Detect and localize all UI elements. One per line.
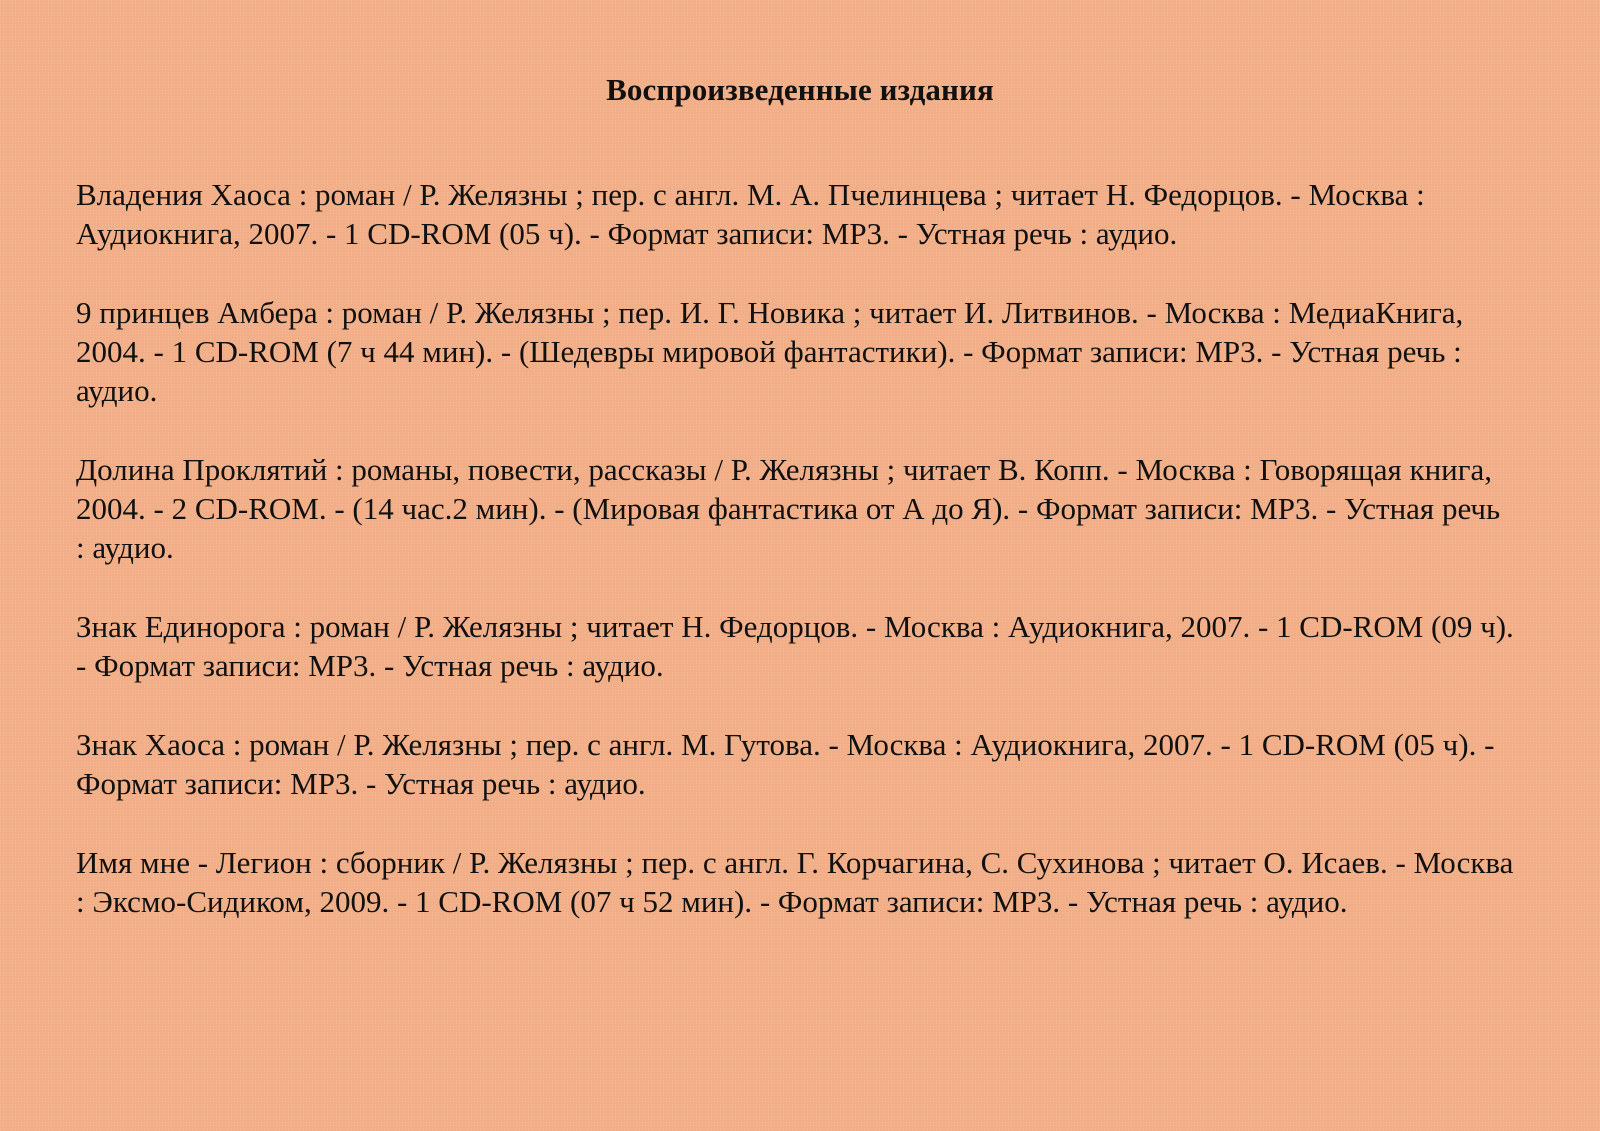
bibliography-entry: Долина Проклятий : романы, повести, рассказы / Р. Желязны ; читает В. Копп. - Москва : Говорящая книга, 2004. - 2 CD-ROM. - (14 час.2 мин). - (Мировая фантастика от А до Я). - Формат записи: MP3. - Устная речь : аудио. (76, 452, 1501, 565)
bibliography-list (76, 175, 1524, 921)
bibliography-entry: Знак Хаоса : роман / Р. Желязны ; пер. с англ. М. Гутова. - Москва : Аудиокнига, 2007. - 1 CD-ROM (05 ч). - Формат записи: MP3. - Устная речь : аудио. (76, 727, 1495, 801)
bibliography-entry: Владения Хаоса : роман / Р. Желязны ; пер. с англ. М. А. Пчелинцева ; читает Н. Федорцов. - Москва : Аудиокнига, 2007. - 1 CD-ROM (05 ч). - Формат записи: MP3. - Устная речь : аудио. (76, 177, 1425, 251)
bibliography-entry: Имя мне - Легион : сборник / Р. Желязны ; пер. с англ. Г. Корчагина, С. Сухинова ; читает О. Исаев. - Москва : Эксмо-Сидиком, 2009. - 1 CD-ROM (07 ч 52 мин). - Формат записи: MP3. - Устная речь : аудио. (76, 845, 1514, 919)
bibliography-entry: 9 принцев Амбера : роман / Р. Желязны ; пер. И. Г. Новика ; читает И. Литвинов. - Москва : МедиаКнига, 2004. - 1 CD-ROM (7 ч 44 мин). - (Шедевры мировой фантастики). - Формат записи: MP3. - Устная речь : аудио. (76, 295, 1464, 408)
bibliography-entry: Знак Единорога : роман / Р. Желязны ; читает Н. Федорцов. - Москва : Аудиокнига, 2007. - 1 CD-ROM (09 ч). - Формат записи: MP3. - Устная речь : аудио. (76, 609, 1514, 683)
page-title: Воспроизведенные издания (606, 72, 994, 107)
